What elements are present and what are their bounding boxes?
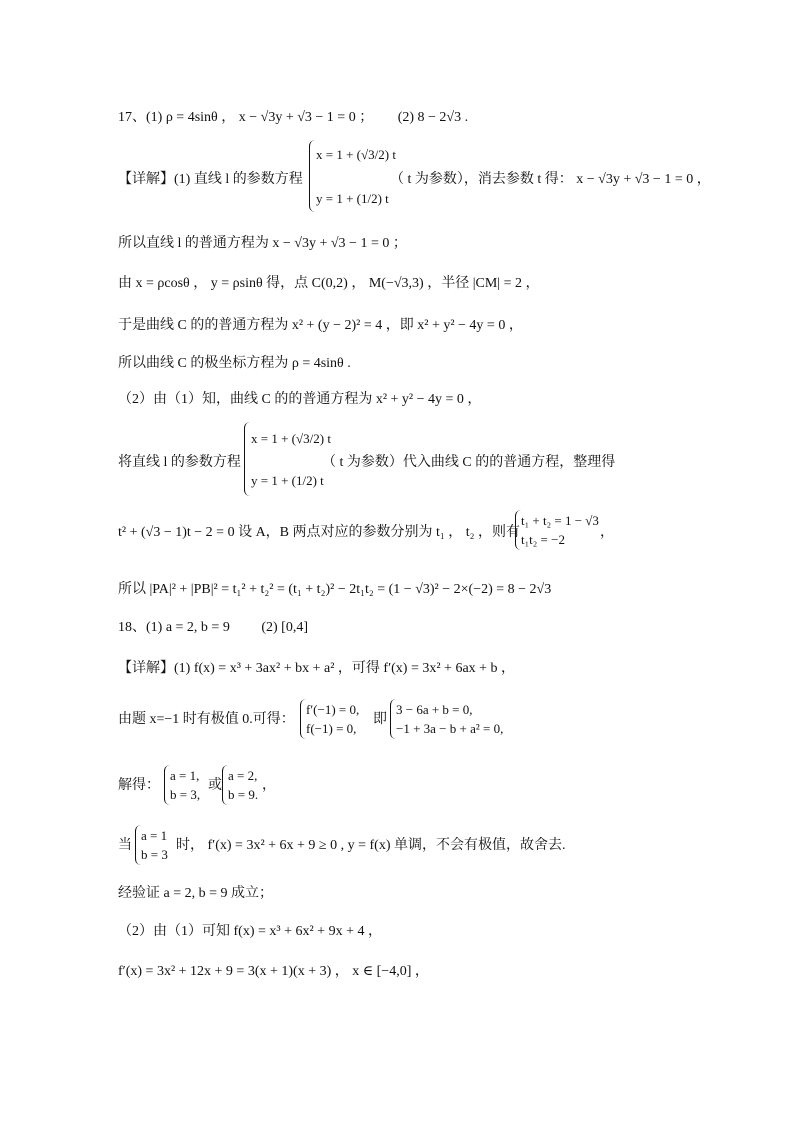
- q18-line-2-sys1-eq2: f(−1) = 0,: [306, 721, 357, 736]
- q17-line-7-prefix: 将直线 l 的参数方程: [118, 455, 241, 470]
- q17-line-1-suffix: （ t 为参数），消去参数 t 得： x − √3y + √3 − 1 = 0 ，: [390, 172, 711, 187]
- q18-line-3-mid: 或: [208, 778, 222, 793]
- q18-line-2-prefix: 由题 x=−1 时有极值 0.可得：: [118, 712, 295, 727]
- q17-line-8-eq2: t₁t₂ = −2: [521, 532, 565, 547]
- q18-line-4-eq1: a = 1: [141, 828, 168, 843]
- q18-line-3-sys1-eq2: b = 3,: [170, 787, 201, 802]
- q18-line-1: 【详解】(1) f(x) = x³ + 3ax² + bx + a² ，可得 f′(x) = 3x² + 6ax + b ，: [118, 661, 516, 676]
- q18-line-7: f′(x) = 3x² + 12x + 9 = 3(x + 1)(x + 3) ， x ∈ [−4,0] ，: [118, 964, 429, 979]
- q17-line-7-eq1: x = 1 + (√3/2) t: [251, 431, 331, 446]
- q17-line-4: 于是曲线 C 的的普通方程为 x² + (y − 2)² = 4 ，即 x² + y² − 4y = 0 ，: [118, 318, 523, 333]
- brace-icon: [244, 422, 251, 496]
- q18-line-4-eq2: b = 3: [141, 847, 168, 862]
- q18-line-2-mid: 即: [373, 712, 387, 727]
- q17-line-2: 所以直线 l 的普通方程为 x − √3y + √3 − 1 = 0 ；: [118, 236, 407, 251]
- q17-line-3: 由 x = ρcosθ ， y = ρsinθ 得，点 C(0,2) ， M(−√3,3) ，半径 |CM| = 2 ，: [118, 276, 540, 291]
- q17-line-8-suffix: ，: [600, 525, 614, 540]
- q18-line-2-sys2-eq1: 3 − 6a + b = 0,: [396, 702, 473, 717]
- q17-line-8-prefix: t² + (√3 − 1)t − 2 = 0 设 A，B 两点对应的参数分别为 t₁ ， t₂ ，则有: [118, 525, 521, 540]
- q18-line-3-sys2-eq1: a = 2,: [228, 768, 258, 783]
- q17-line-9: 所以 |PA|² + |PB|² = t₁² + t₂² = (t₁ + t₂)² − 2t₁t₂ = (1 − √3)² − 2×(−2) = 8 − 2√3: [118, 582, 552, 597]
- q18-line-3-suffix: ，: [262, 778, 276, 793]
- brace-icon: [309, 140, 316, 212]
- q18-line-6: （2）由（1）可知 f(x) = x³ + 6x² + 9x + 4 ，: [118, 924, 382, 939]
- q17-line-7-suffix: （ t 为参数）代入曲线 C 的的普通方程，整理得: [322, 455, 616, 470]
- q18-line-2-sys2-eq2: −1 + 3a − b + a² = 0,: [396, 721, 504, 736]
- q18-line-4-suffix: 时， f′(x) = 3x² + 6x + 9 ≥ 0 , y = f(x) 单调，不会有极值，故舍去.: [176, 838, 566, 853]
- q17-header: 17、(1) ρ = 4sinθ ， x − √3y + √3 − 1 = 0 ； (2) 8 − 2√3 .: [118, 110, 469, 125]
- q17-line-7-eq2: y = 1 + (1/2) t: [251, 473, 324, 488]
- q17-line-1-eq2: y = 1 + (1/2) t: [316, 191, 389, 206]
- q17-line-5: 所以曲线 C 的极坐标方程为 ρ = 4sinθ .: [118, 356, 351, 371]
- q18-header: 18、(1) a = 2, b = 9 (2) [0,4]: [118, 620, 308, 635]
- q17-line-6: （2）由（1）知，曲线 C 的的普通方程为 x² + y² − 4y = 0 ，: [118, 392, 482, 407]
- q18-line-3-sys2-eq2: b = 9.: [228, 787, 259, 802]
- q18-line-5: 经验证 a = 2, b = 9 成立；: [118, 886, 274, 901]
- q18-line-4-prefix: 当: [118, 838, 132, 853]
- q17-line-1-prefix: 【详解】(1) 直线 l 的参数方程: [118, 172, 303, 187]
- q18-line-2-sys1-eq1: f′(−1) = 0,: [306, 702, 360, 717]
- q17-line-1-eq1: x = 1 + (√3/2) t: [316, 147, 396, 162]
- q17-line-8-eq1: t₁ + t₂ = 1 − √3: [521, 513, 599, 528]
- q18-line-3-prefix: 解得：: [118, 778, 160, 793]
- q18-line-3-sys1-eq1: a = 1,: [170, 768, 200, 783]
